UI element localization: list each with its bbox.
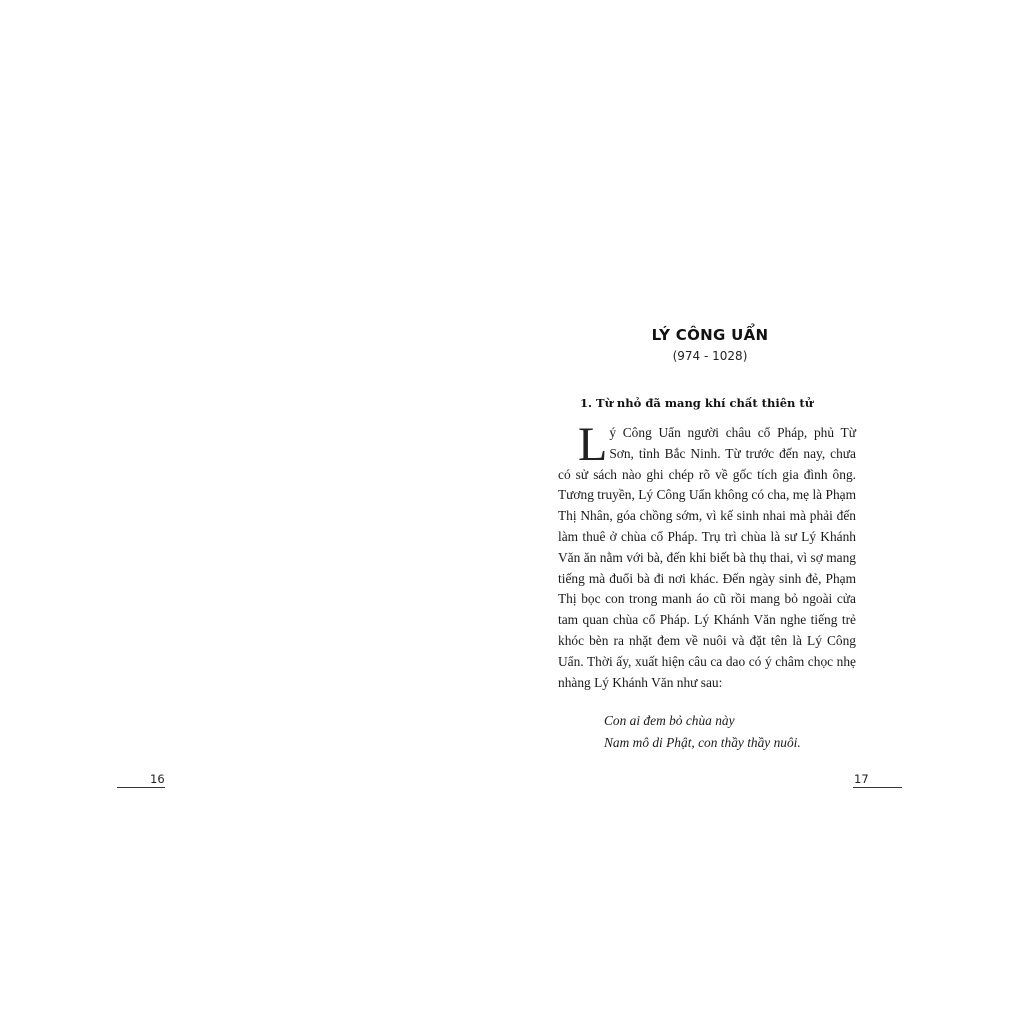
chapter-years: (974 - 1028) bbox=[672, 349, 748, 363]
left-footer-rule bbox=[117, 787, 165, 788]
section-heading: 1. Từ nhỏ đã mang khí chất thiên tử bbox=[580, 396, 814, 410]
poem bbox=[604, 710, 801, 753]
body-text: ý Công Uẩn người châu cổ Pháp, phủ Từ Sơn, tỉnh Bắc Ninh. Từ trước đến nay, chưa có sử sách nào ghi chép rõ về gốc tích gia đình ông. Tương truyền, Lý Công Uẩn không có cha, mẹ là Phạm Thị Nhân, góa chồng sớm, vì kế sinh nhai mà phải đến làm thuê ở chùa cổ Pháp. Trụ trì chùa là sư Lý Khánh Văn ăn nằm với bà, đến khi biết bà thụ thai, vì sợ mang tiếng mà đuổi bà đi nơi khác. Đến ngày sinh đẻ, Phạm Thị bọc con trong manh áo cũ rồi mang bỏ ngoài cửa tam quan chùa cổ Pháp. Lý Khánh Văn nghe tiếng trẻ khóc bèn ra nhặt đem về nuôi và đặt tên là Lý Công Uẩn. Thời ấy, xuất hiện câu ca dao có ý châm chọc nhẹ nhàng Lý Khánh Văn như sau: bbox=[558, 425, 856, 690]
chapter-title: LÝ CÔNG UẨN bbox=[651, 326, 769, 344]
drop-cap: L bbox=[578, 418, 608, 471]
right-footer-rule bbox=[853, 787, 902, 788]
poem-line-2: Nam mô di Phật, con thầy thầy nuôi. bbox=[604, 734, 801, 750]
left-page-number: 16 bbox=[150, 772, 165, 786]
right-page-number: 17 bbox=[854, 772, 869, 786]
poem-line-1: Con ai đem bỏ chùa này bbox=[604, 713, 735, 728]
body-paragraph bbox=[558, 418, 856, 693]
